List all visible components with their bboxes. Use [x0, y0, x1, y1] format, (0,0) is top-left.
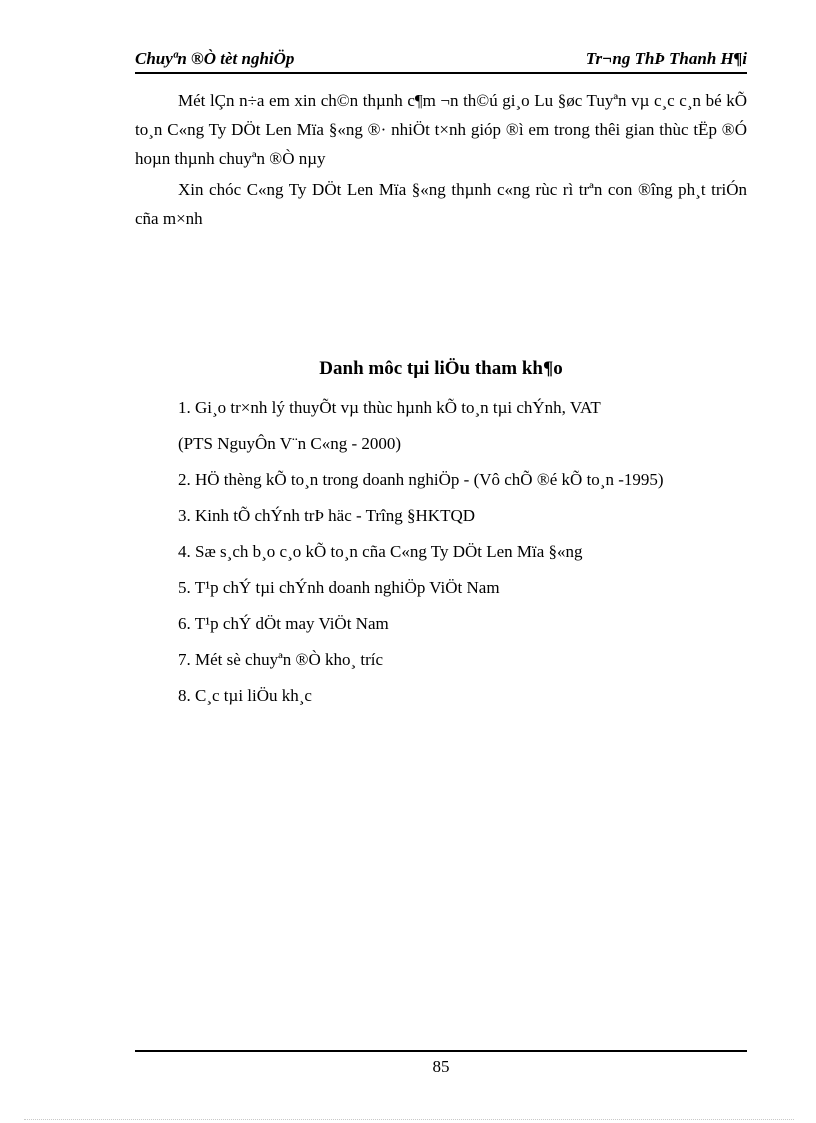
references-list	[178, 394, 747, 718]
reference-item: 1. Gi¸o tr×nh lý thuyÕt vµ thùc hµnh kÕ to¸n tµi chÝnh, VAT	[178, 398, 601, 417]
closing-wish-paragraph: Xin chóc C«ng Ty DÖt Len Mïa §«ng thµnh c«ng rùc rì trªn con ®îng ph¸t triÓn cña m×nh	[135, 180, 747, 228]
reference-item: 4. Sæ s¸ch b¸o c¸o kÕ to¸n cña C«ng Ty DÖt Len Mïa §«ng	[178, 542, 583, 561]
page-number: 85	[432, 1057, 450, 1076]
reference-item: 8. C¸c tµi liÖu kh¸c	[178, 686, 312, 705]
references-heading: Danh môc tµi liÖu tham kh¶o	[319, 358, 563, 379]
reference-item: 2. HÖ thèng kÕ to¸n trong doanh nghiÖp - (Vô chÕ ®é kÕ to¸n -1995)	[178, 470, 664, 489]
header-document-title: Chuyªn ®Ò tèt nghiÖp	[135, 49, 295, 68]
reference-item: (PTS NguyÔn V¨n C«ng - 2000)	[178, 434, 402, 453]
reference-item: 7. Mét sè chuyªn ®Ò kho¸ tríc	[178, 650, 384, 669]
footer-rule	[135, 1050, 747, 1052]
reference-item: 3. Kinh tÕ chÝnh trÞ häc - Trîng §HKTQD	[178, 506, 476, 525]
reference-item: 6. T¹p chÝ dÖt may ViÖt Nam	[178, 614, 389, 633]
header-rule	[135, 72, 747, 74]
header-author-name: Tr¬ng ThÞ Thanh H¶i	[585, 49, 747, 68]
running-header	[135, 49, 747, 71]
acknowledgement-paragraph: Mét lÇn n÷a em xin ch©n thµnh c¶m ¬n th©ú gi¸o Lu §øc Tuyªn vµ c¸c c¸n bé kÕ to¸n C«ng Ty DÖt Len Mïa §«ng ®· nhiÖt t×nh gióp ®ì em trong thêi gian thùc tËp ®Ó hoµn thµnh chuyªn ®Ò nµy	[135, 91, 747, 168]
reference-item: 5. T¹p chÝ tµi chÝnh doanh nghiÖp ViÖt Nam	[178, 578, 500, 597]
page-edge-divider	[24, 1119, 794, 1120]
